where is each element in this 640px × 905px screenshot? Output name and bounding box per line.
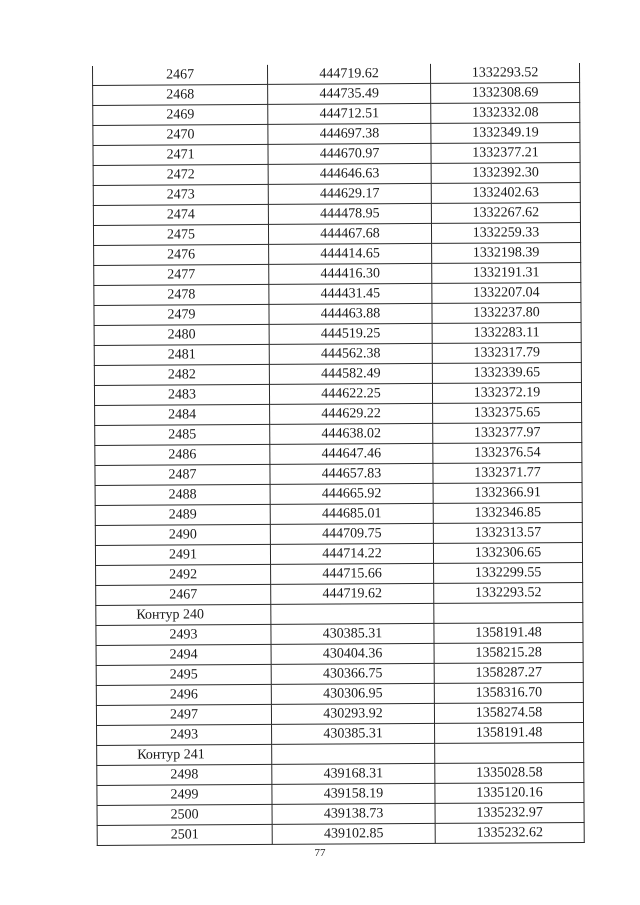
- x-coordinate-cell: 439138.73: [272, 803, 435, 824]
- point-number-cell: 2496: [96, 684, 271, 705]
- y-coordinate-cell: 1358287.27: [434, 663, 583, 684]
- table-row: [97, 803, 584, 826]
- x-coordinate-cell: 444622.25: [269, 383, 432, 404]
- table-row: [97, 763, 584, 786]
- table-row: [95, 543, 582, 566]
- point-number-cell: 2485: [95, 424, 270, 445]
- point-number-cell: 2467: [96, 584, 271, 605]
- table-row: [94, 303, 581, 326]
- table-row: [95, 503, 582, 526]
- y-coordinate-cell: 1332306.65: [433, 543, 582, 564]
- table-row: [94, 363, 581, 386]
- table-row: [93, 183, 580, 206]
- table-row: [95, 423, 582, 446]
- y-coordinate-cell: 1332308.69: [431, 83, 580, 104]
- x-coordinate-cell: 430306.95: [271, 683, 434, 704]
- table-row: [96, 563, 583, 586]
- point-number-cell: 2498: [97, 764, 272, 785]
- point-number-cell: 2487: [95, 464, 270, 485]
- point-number-cell: 2501: [97, 824, 272, 845]
- y-coordinate-cell: 1332402.63: [431, 183, 580, 204]
- y-coordinate-cell: 1358215.28: [434, 643, 583, 664]
- point-number-cell: 2467: [92, 65, 267, 86]
- table-row: [94, 383, 581, 406]
- y-coordinate-cell: 1332267.62: [431, 203, 580, 224]
- point-number-cell: 2470: [93, 124, 268, 145]
- point-number-cell: 2478: [94, 284, 269, 305]
- table-row: [95, 443, 582, 466]
- x-coordinate-cell: 430385.31: [271, 623, 434, 644]
- table-row: [93, 143, 580, 166]
- y-coordinate-cell: 1332293.52: [434, 583, 583, 604]
- x-coordinate-cell: 444709.75: [270, 523, 433, 544]
- point-number-cell: 2495: [96, 664, 271, 685]
- y-coordinate-cell: 1358316.70: [434, 683, 583, 704]
- point-number-cell: 2479: [94, 304, 269, 325]
- x-coordinate-cell: 430385.31: [272, 723, 435, 744]
- y-coordinate-cell: 1332259.33: [431, 223, 580, 244]
- y-coordinate-cell: 1358274.58: [434, 703, 583, 724]
- x-coordinate-cell: 439158.19: [272, 783, 435, 804]
- x-coordinate-cell: 444638.02: [270, 423, 433, 444]
- y-coordinate-cell: 1332317.79: [432, 343, 581, 364]
- point-number-cell: 2500: [97, 804, 272, 825]
- point-number-cell: 2475: [93, 224, 268, 245]
- point-number-cell: 2482: [94, 364, 269, 385]
- x-coordinate-cell: 444719.62: [267, 64, 430, 84]
- table-row: [96, 703, 583, 726]
- x-coordinate-cell: 444685.01: [270, 503, 433, 524]
- table-row: [97, 723, 584, 746]
- x-coordinate-cell: 430404.36: [271, 643, 434, 664]
- y-coordinate-cell: 1332198.39: [432, 243, 581, 264]
- x-coordinate-cell: [272, 743, 435, 764]
- table-row: [95, 403, 582, 426]
- y-coordinate-cell: 1332392.30: [431, 163, 580, 184]
- table-row: [93, 83, 580, 106]
- point-number-cell: 2469: [93, 104, 268, 125]
- y-coordinate-cell: 1332349.19: [431, 123, 580, 144]
- y-coordinate-cell: 1358191.48: [434, 623, 583, 644]
- page-number: 77: [314, 847, 326, 859]
- point-number-cell: 2494: [96, 644, 271, 665]
- table-row: [93, 203, 580, 226]
- point-number-cell: 2481: [94, 344, 269, 365]
- y-coordinate-cell: [434, 603, 583, 624]
- point-number-cell: 2491: [95, 544, 270, 565]
- y-coordinate-cell: 1332376.54: [433, 443, 582, 464]
- x-coordinate-cell: 444657.83: [270, 463, 433, 484]
- x-coordinate-cell: 444629.22: [270, 403, 433, 424]
- x-coordinate-cell: 444712.51: [268, 103, 431, 124]
- y-coordinate-cell: 1332375.65: [433, 403, 582, 424]
- y-coordinate-cell: 1332366.91: [433, 483, 582, 504]
- table-row: [94, 343, 581, 366]
- y-coordinate-cell: 1332313.57: [433, 523, 582, 544]
- table-row: [96, 643, 583, 666]
- x-coordinate-cell: 444478.95: [268, 203, 431, 224]
- point-number-cell: 2489: [95, 504, 270, 525]
- table-row: [93, 163, 580, 186]
- table-row: [94, 283, 581, 306]
- y-coordinate-cell: 1332237.80: [432, 303, 581, 324]
- y-coordinate-cell: 1332377.21: [431, 143, 580, 164]
- x-coordinate-cell: 444735.49: [268, 83, 431, 104]
- table-row: [92, 63, 579, 85]
- table-row: [94, 263, 581, 286]
- table-row: [96, 663, 583, 686]
- table-row: [93, 103, 580, 126]
- y-coordinate-cell: 1332377.97: [433, 423, 582, 444]
- y-coordinate-cell: 1332339.65: [432, 363, 581, 384]
- coordinates-table-body: [92, 63, 584, 845]
- x-coordinate-cell: 444646.63: [268, 163, 431, 184]
- point-number-cell: 2490: [95, 524, 270, 545]
- table-row: [96, 583, 583, 606]
- coordinates-table: [92, 63, 585, 846]
- point-number-cell: 2473: [93, 184, 268, 205]
- y-coordinate-cell: 1332283.11: [432, 323, 581, 344]
- point-number-cell: 2477: [94, 264, 269, 285]
- x-coordinate-cell: 444647.46: [270, 443, 433, 464]
- y-coordinate-cell: 1332299.55: [434, 563, 583, 584]
- x-coordinate-cell: 444665.92: [270, 483, 433, 504]
- x-coordinate-cell: 444715.66: [271, 563, 434, 584]
- point-number-cell: 2486: [95, 444, 270, 465]
- x-coordinate-cell: 444697.38: [268, 123, 431, 144]
- point-number-cell: 2488: [95, 484, 270, 505]
- x-coordinate-cell: 444582.49: [269, 363, 432, 384]
- table-row: [93, 123, 580, 146]
- y-coordinate-cell: 1332207.04: [432, 283, 581, 304]
- x-coordinate-cell: 444714.22: [270, 543, 433, 564]
- y-coordinate-cell: 1332372.19: [432, 383, 581, 404]
- y-coordinate-cell: [435, 743, 584, 764]
- x-coordinate-cell: 444416.30: [269, 263, 432, 284]
- table-row: [96, 683, 583, 706]
- x-coordinate-cell: 444431.45: [269, 283, 432, 304]
- y-coordinate-cell: 1332371.77: [433, 463, 582, 484]
- x-coordinate-cell: 444463.88: [269, 303, 432, 324]
- contour-label-cell: Контур 241: [97, 744, 272, 765]
- x-coordinate-cell: 439102.85: [272, 823, 435, 844]
- point-number-cell: 2476: [94, 244, 269, 265]
- table-row: [97, 823, 584, 846]
- point-number-cell: 2492: [96, 564, 271, 585]
- x-coordinate-cell: 430293.92: [271, 703, 434, 724]
- table-row: [93, 223, 580, 246]
- x-coordinate-cell: 439168.31: [272, 763, 435, 784]
- point-number-cell: 2484: [95, 404, 270, 425]
- x-coordinate-cell: 444414.65: [269, 243, 432, 264]
- table-row: [95, 463, 582, 486]
- contour-label-cell: Контур 240: [96, 604, 271, 625]
- point-number-cell: 2483: [94, 384, 269, 405]
- point-number-cell: 2472: [93, 164, 268, 185]
- point-number-cell: 2497: [96, 704, 271, 725]
- y-coordinate-cell: 1332346.85: [433, 503, 582, 524]
- y-coordinate-cell: 1332293.52: [430, 63, 579, 83]
- x-coordinate-cell: 444629.17: [268, 183, 431, 204]
- y-coordinate-cell: 1335232.97: [435, 803, 584, 824]
- x-coordinate-cell: 444562.38: [269, 343, 432, 364]
- point-number-cell: 2471: [93, 144, 268, 165]
- point-number-cell: 2493: [97, 724, 272, 745]
- x-coordinate-cell: 430366.75: [271, 663, 434, 684]
- x-coordinate-cell: 444719.62: [271, 583, 434, 604]
- y-coordinate-cell: 1335028.58: [435, 763, 584, 784]
- point-number-cell: 2499: [97, 784, 272, 805]
- y-coordinate-cell: 1335120.16: [435, 783, 584, 804]
- x-coordinate-cell: [271, 603, 434, 624]
- point-number-cell: 2474: [93, 204, 268, 225]
- table-row: [95, 523, 582, 546]
- y-coordinate-cell: 1332332.08: [431, 103, 580, 124]
- x-coordinate-cell: 444467.68: [268, 223, 431, 244]
- point-number-cell: 2468: [93, 84, 268, 105]
- y-coordinate-cell: 1358191.48: [435, 723, 584, 744]
- x-coordinate-cell: 444519.25: [269, 323, 432, 344]
- x-coordinate-cell: 444670.97: [268, 143, 431, 164]
- y-coordinate-cell: 1332191.31: [432, 263, 581, 284]
- point-number-cell: 2480: [94, 324, 269, 345]
- table-row: [96, 623, 583, 646]
- table-row: [94, 323, 581, 346]
- table-row: [95, 483, 582, 506]
- table-row: [97, 783, 584, 806]
- table-row: [94, 243, 581, 266]
- point-number-cell: 2493: [96, 624, 271, 645]
- y-coordinate-cell: 1335232.62: [435, 823, 584, 844]
